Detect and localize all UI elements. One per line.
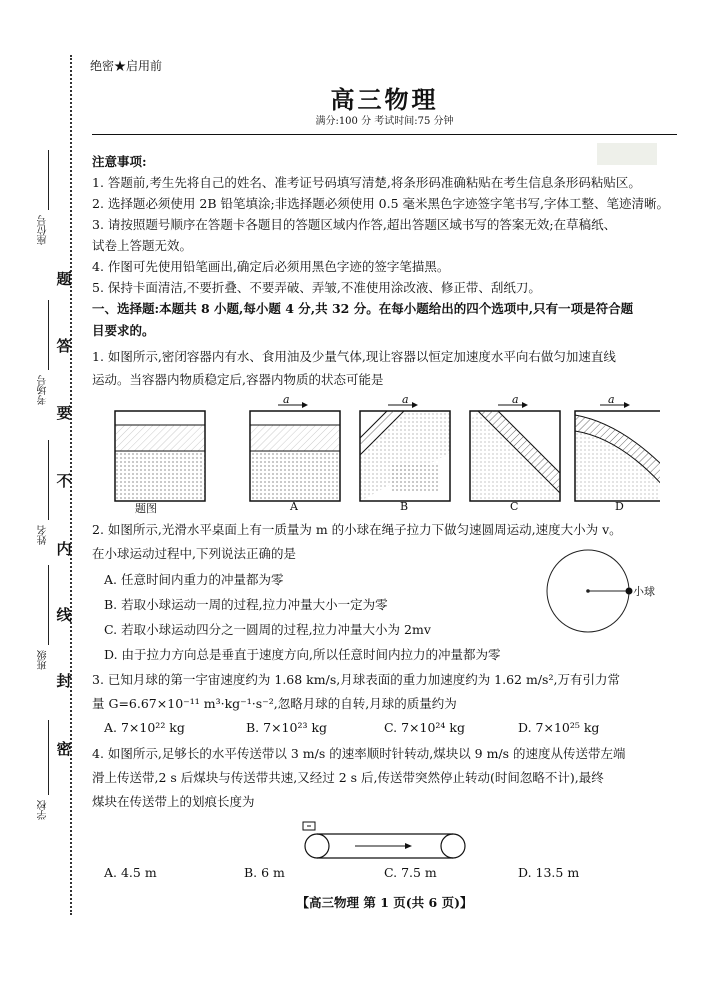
q3-stem: 3. 已知月球的第一宇宙速度约为 1.68 km/s,月球表面的重力加速度约为 1.62 m/s²,万有引力常 xyxy=(92,672,620,687)
seal-char: 题 xyxy=(56,270,72,288)
q3-option-b: B. 7×10²³ kg xyxy=(246,720,328,735)
figure-caption: 题图 xyxy=(135,502,157,515)
seat-label: 座位号 xyxy=(38,215,49,245)
q2-stem-cont: 在小球运动过程中,下列说法正确的是 xyxy=(92,546,296,561)
q4-stem: 4. 如图所示,足够长的水平传送带以 3 m/s 的速率顺时针转动,煤块以 9 m/s 的速度从传送带左端 xyxy=(92,746,626,761)
q1-stem-cont: 运动。当容器内物质稳定后,容器内物质的状态可能是 xyxy=(92,372,384,387)
page-title: 高三物理 xyxy=(330,85,439,114)
name-label: 姓名 xyxy=(38,525,49,545)
exam-room-label: 考场号 xyxy=(38,375,49,405)
ball-label: 小球 xyxy=(633,585,655,598)
class-underline xyxy=(48,565,49,645)
accel-label: a xyxy=(608,393,615,406)
q4-option-a: A. 4.5 m xyxy=(104,865,157,880)
accel-label: a xyxy=(283,393,290,406)
notice-item: 4. 作图可先使用铅笔画出,确定后必须用黑色字迹的签字笔描黑。 xyxy=(92,259,450,274)
q2-option-d: D. 由于拉力方向总是垂直于速度方向,所以任意时间内拉力的冲量都为零 xyxy=(104,647,501,662)
q4-conveyor-figure xyxy=(295,818,475,862)
q2-stem: 2. 如图所示,光滑水平桌面上有一质量为 m 的小球在绳子拉力下做匀速圆周运动,速度大小为 v。 xyxy=(92,522,622,537)
seal-char: 线 xyxy=(56,606,72,624)
exam-info: 满分:100 分 考试时间:75 分钟 xyxy=(315,116,454,127)
q1-figure-b xyxy=(360,402,450,501)
figure-caption: D xyxy=(615,500,624,513)
q3-option-a: A. 7×10²² kg xyxy=(104,720,185,735)
q1-figure-c xyxy=(470,402,560,501)
notice-heading: 注意事项: xyxy=(92,154,147,169)
q1-figure-a xyxy=(250,402,340,501)
q2-option-a: A. 任意时间内重力的冲量都为零 xyxy=(104,572,284,587)
seal-char: 不 xyxy=(56,472,72,490)
q1-figure-d xyxy=(575,402,660,501)
q3-option-d: D. 7×10²⁵ kg xyxy=(518,720,600,735)
accel-label: a xyxy=(402,393,409,406)
figure-caption: C xyxy=(510,500,519,513)
q1-figures xyxy=(100,393,660,515)
q4-option-b: B. 6 m xyxy=(244,865,285,880)
seal-char: 答 xyxy=(56,337,72,355)
figure-caption: B xyxy=(400,500,409,513)
notice-item: 2. 选择题必须使用 2B 铅笔填涂;非选择题必须使用 0.5 毫米黑色字迹签字笔书写,字体工整、笔迹清晰。 xyxy=(92,196,669,211)
school-label: 学校 xyxy=(38,800,49,820)
notice-item: 试卷上答题无效。 xyxy=(92,238,193,253)
figure-caption: A xyxy=(290,500,298,513)
binding-strip xyxy=(0,0,82,996)
q2-circle-figure xyxy=(530,545,640,645)
school-underline xyxy=(48,720,49,795)
seat-underline xyxy=(48,150,49,210)
name-underline xyxy=(48,440,49,520)
seal-char: 内 xyxy=(56,540,72,558)
page-footer: 【高三物理 第 1 页(共 6 页)】 xyxy=(296,895,473,910)
q3-stem-cont: 量 G=6.67×10⁻¹¹ m³·kg⁻¹·s⁻²,忽略月球的自转,月球的质量约为 xyxy=(92,696,457,711)
notice-item: 5. 保持卡面清洁,不要折叠、不要弄破、弄皱,不准使用涂改液、修正带、刮纸刀。 xyxy=(92,280,541,295)
notice-item: 1. 答题前,考生先将自己的姓名、准考证号码填写清楚,将条形码准确粘贴在考生信息条形码粘贴区。 xyxy=(92,175,641,190)
barcode-area xyxy=(597,143,657,165)
q1-figure-original xyxy=(115,411,205,501)
q1-stem: 1. 如图所示,密闭容器内有水、食用油及少量气体,现让容器以恒定加速度水平向右做匀加速直线 xyxy=(92,349,616,364)
q4-stem-cont2: 煤块在传送带上的划痕长度为 xyxy=(92,794,255,809)
q3-option-c: C. 7×10²⁴ kg xyxy=(384,720,465,735)
header-rule xyxy=(92,134,677,135)
section-heading: 一、选择题:本题共 8 小题,每小题 4 分,共 32 分。在每小题给出的四个选项中,只有一项是符合题 xyxy=(92,301,634,316)
q2-option-c: C. 若取小球运动四分之一圆周的过程,拉力冲量大小为 2mv xyxy=(104,622,431,637)
seal-char: 封 xyxy=(56,672,72,690)
q4-option-c: C. 7.5 m xyxy=(384,865,437,880)
seal-char: 要 xyxy=(56,404,72,422)
q4-stem-cont: 滑上传送带,2 s 后煤块与传送带共速,又经过 2 s 后,传送带突然停止转动(时间忽略不计),最终 xyxy=(92,770,604,785)
secret-mark: 绝密★启用前 xyxy=(90,59,163,73)
section-heading-cont: 目要求的。 xyxy=(92,323,155,338)
q2-option-b: B. 若取小球运动一周的过程,拉力冲量大小一定为零 xyxy=(104,597,388,612)
seal-char: 密 xyxy=(56,740,72,758)
class-label: 班级 xyxy=(38,650,49,670)
notice-item: 3. 请按照题号顺序在答题卡各题目的答题区域内作答,超出答题区域书写的答案无效;在草稿纸、 xyxy=(92,217,617,232)
q4-option-d: D. 13.5 m xyxy=(518,865,580,880)
exam-room-underline xyxy=(48,300,49,370)
accel-label: a xyxy=(512,393,519,406)
